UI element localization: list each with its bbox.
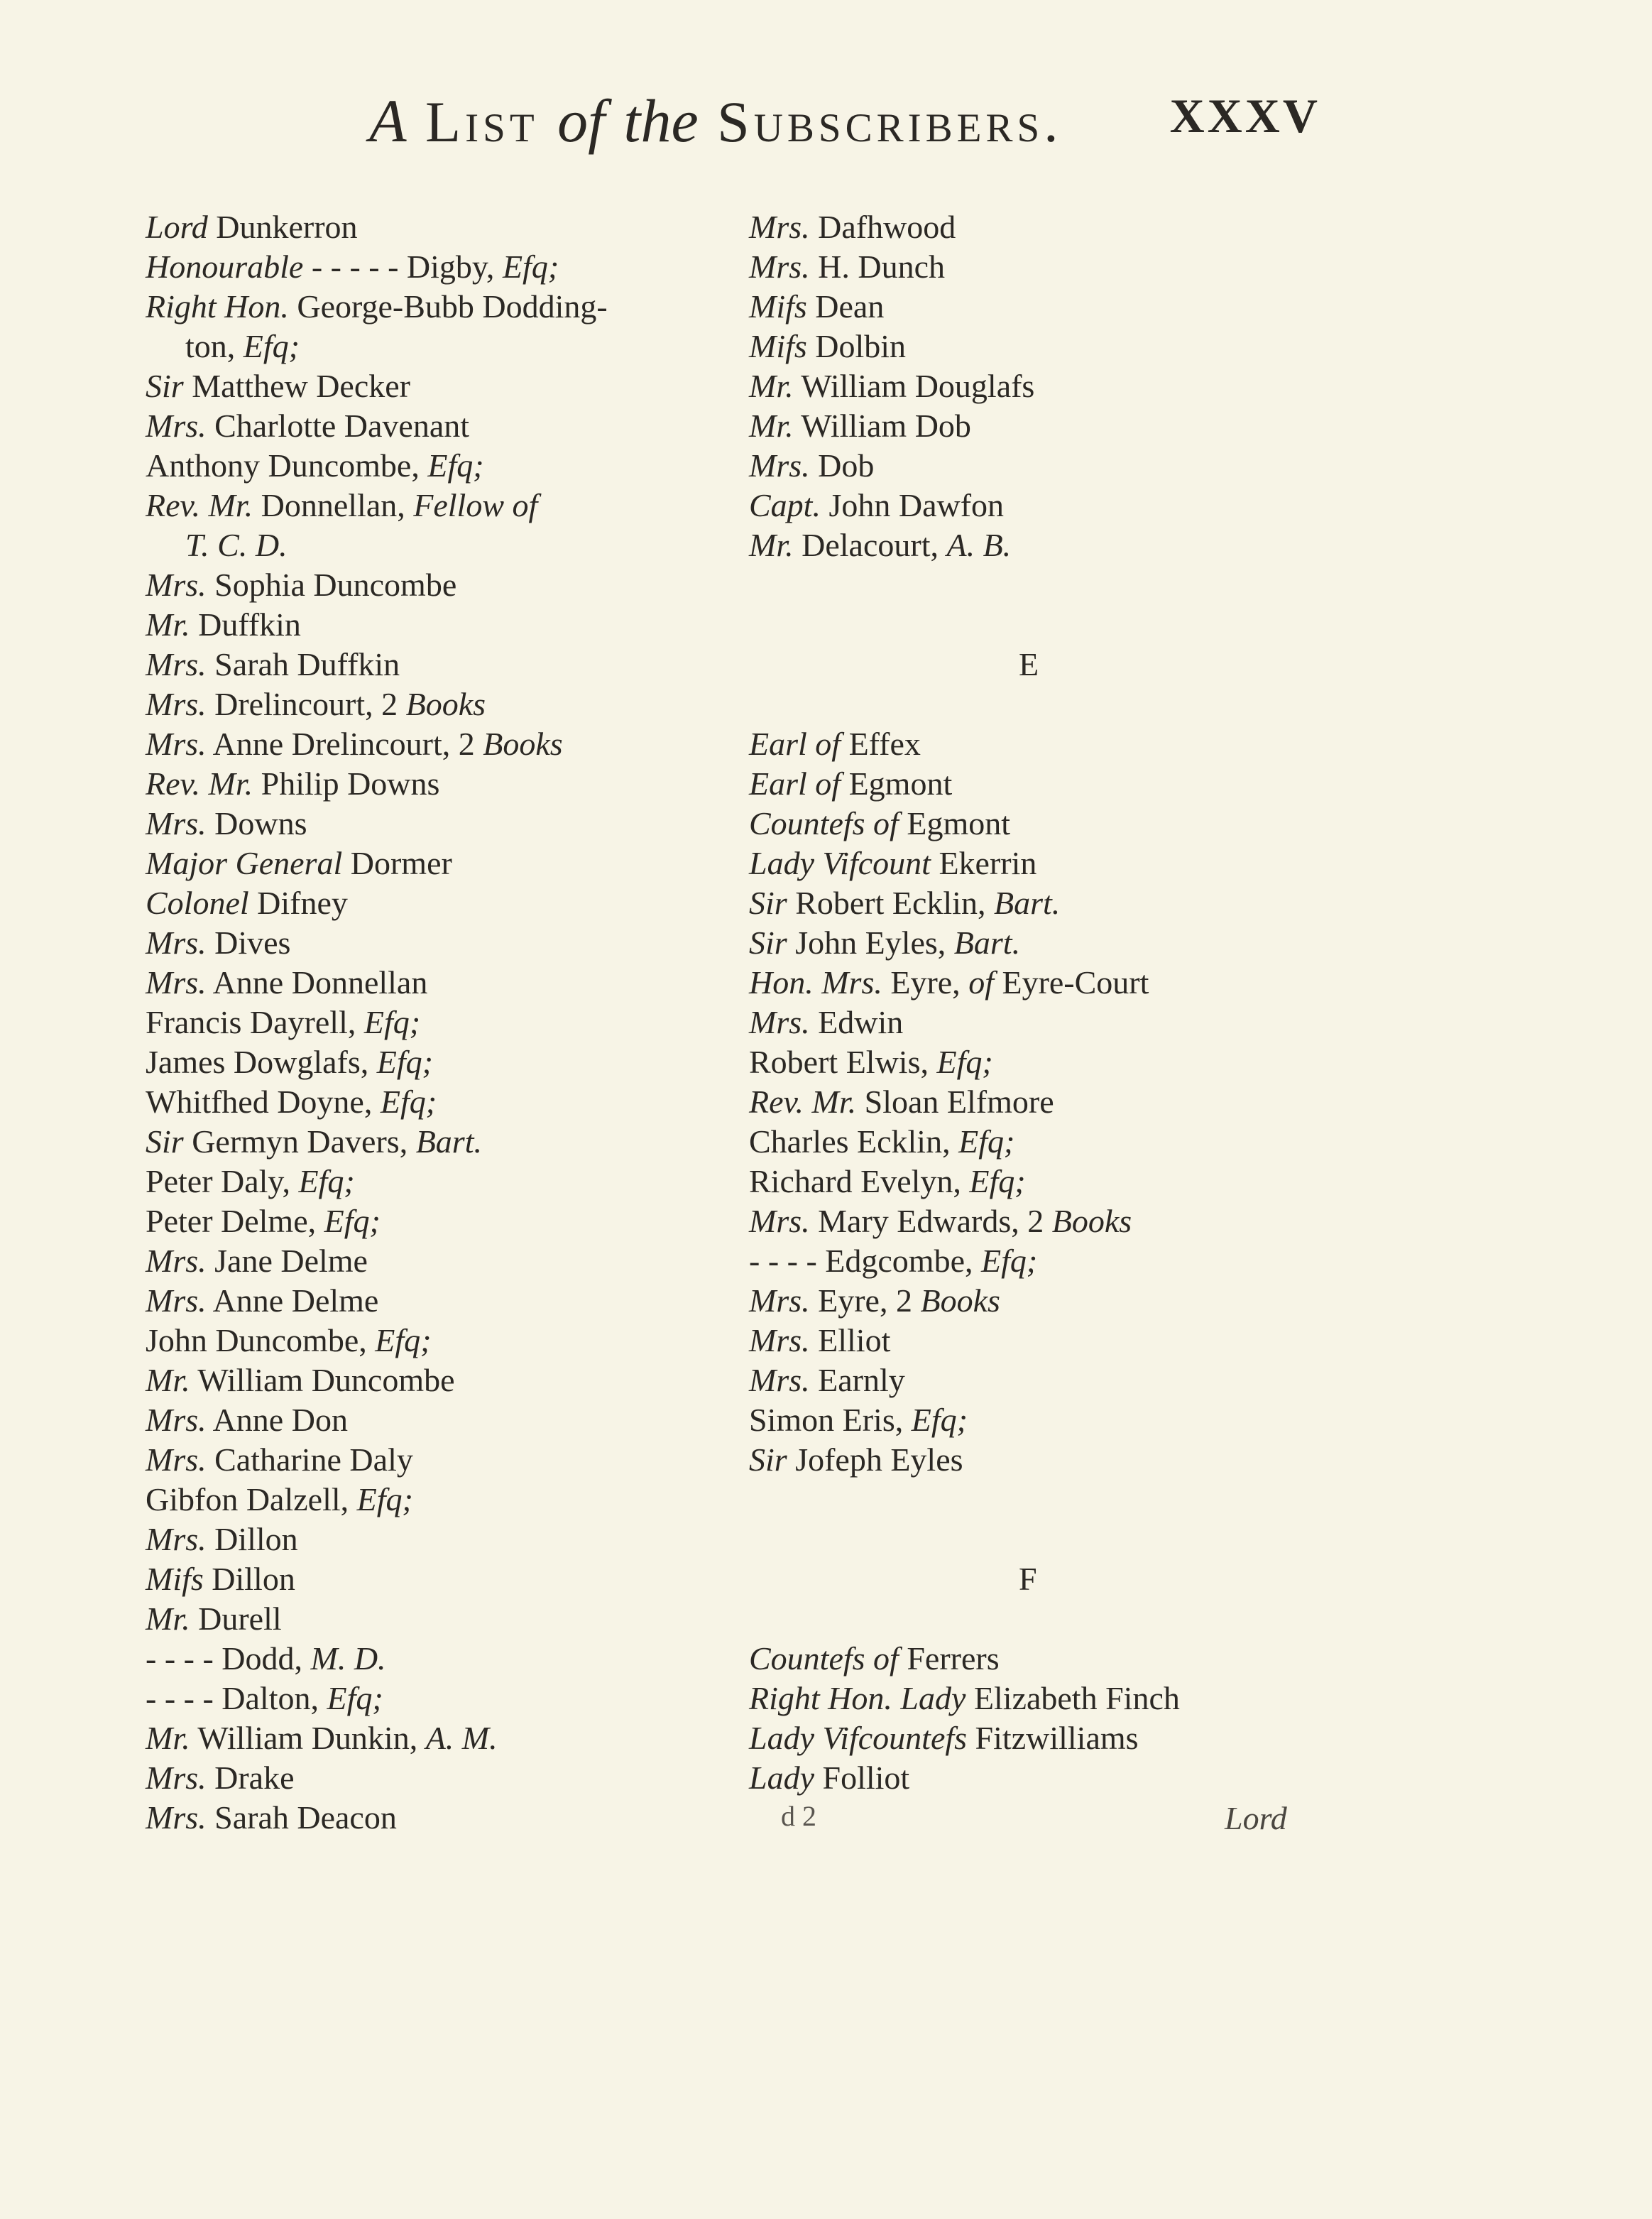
subscriber-entry bbox=[146, 1758, 713, 1798]
subscriber-suffix: Efq; bbox=[356, 1481, 413, 1517]
subscriber-title: Honourable bbox=[146, 249, 304, 285]
subscriber-title: Mr. bbox=[749, 408, 794, 444]
subscriber-name: - - - - Edgcombe, bbox=[749, 1243, 981, 1279]
subscriber-entry bbox=[146, 1599, 713, 1639]
subscriber-title: Sir bbox=[146, 368, 184, 404]
subscriber-entry bbox=[146, 1798, 713, 1838]
subscriber-name: William Duncombe bbox=[190, 1362, 455, 1398]
subscriber-name: Philip Downs bbox=[253, 765, 440, 802]
subscriber-name: Dillon bbox=[203, 1561, 295, 1597]
subscriber-entry bbox=[146, 207, 713, 247]
subscriber-name: Richard Evelyn, bbox=[749, 1163, 970, 1199]
subscriber-name: Dob bbox=[809, 447, 875, 484]
subscriber-entry bbox=[749, 1281, 1331, 1321]
subscriber-title: Mrs. bbox=[749, 1004, 810, 1040]
subscriber-entry bbox=[749, 1042, 1331, 1082]
subscriber-name: Dean bbox=[806, 288, 885, 325]
subscriber-suffix: A. M. bbox=[425, 1720, 498, 1756]
subscriber-name: Dolbin bbox=[806, 328, 907, 364]
subscriber-name: Anne Don bbox=[206, 1402, 348, 1438]
subscriber-name: Edwin bbox=[809, 1004, 904, 1040]
subscriber-suffix: Efq; bbox=[327, 1680, 383, 1716]
subscriber-title: Countefs of bbox=[749, 1640, 899, 1676]
page-title bbox=[369, 85, 1063, 156]
subscriber-name: H. Dunch bbox=[809, 249, 945, 285]
subscriber-entry bbox=[146, 1321, 713, 1361]
subscriber-entry bbox=[146, 883, 713, 923]
subscriber-name: Charles Ecklin, bbox=[749, 1123, 959, 1160]
title-of: of bbox=[557, 87, 606, 155]
title-list: List bbox=[425, 89, 539, 154]
subscriber-suffix: Efq; bbox=[911, 1402, 968, 1438]
subscriber-name: - - - - Dodd, bbox=[146, 1640, 311, 1676]
subscriber-suffix: Efq; bbox=[380, 1084, 437, 1120]
subscriber-title: Mr. bbox=[146, 1362, 190, 1398]
subscriber-entry bbox=[749, 1003, 1331, 1042]
subscriber-name: Effex bbox=[841, 726, 921, 762]
subscriber-entry bbox=[749, 1321, 1331, 1361]
subscriber-title: Earl of bbox=[749, 765, 841, 802]
subscriber-suffix: Bart. bbox=[953, 925, 1021, 961]
subscriber-place: Eyre-Court bbox=[993, 964, 1149, 1001]
subscriber-entry bbox=[146, 1003, 713, 1042]
subscriber-name: Simon Eris, bbox=[749, 1402, 912, 1438]
subscriber-title: Mrs. bbox=[146, 1441, 207, 1478]
subscriber-entry bbox=[749, 1122, 1331, 1162]
subscriber-name: Robert Ecklin, bbox=[787, 885, 994, 921]
right-column bbox=[749, 207, 1331, 1798]
subscriber-entry bbox=[146, 1440, 713, 1480]
subscriber-name: Dives bbox=[206, 925, 291, 961]
subscriber-suffix: Efq; bbox=[502, 249, 559, 285]
subscriber-title: Rev. Mr. bbox=[749, 1084, 857, 1120]
subscriber-entry bbox=[146, 1679, 713, 1718]
subscriber-title: Rev. Mr. bbox=[146, 487, 253, 523]
subscriber-title: Sir bbox=[749, 1441, 787, 1478]
subscriber-name: Robert Elwis, bbox=[749, 1044, 937, 1080]
subscriber-entry bbox=[749, 1201, 1331, 1241]
subscriber-title: Capt. bbox=[749, 487, 821, 523]
subscriber-entry bbox=[146, 1082, 713, 1122]
subscriber-name: Duffkin bbox=[190, 606, 301, 643]
subscriber-name: Francis Dayrell, bbox=[146, 1004, 364, 1040]
subscriber-name: John Duncombe, bbox=[146, 1322, 376, 1358]
spacer bbox=[749, 685, 1331, 724]
subscriber-name: Earnly bbox=[809, 1362, 905, 1398]
subscriber-name: Donnellan, bbox=[253, 487, 414, 523]
page-number: XXXV bbox=[1169, 89, 1320, 143]
subscriber-entry bbox=[749, 1758, 1331, 1798]
subscriber-suffix: of bbox=[968, 964, 994, 1001]
subscriber-name: Elizabeth Finch bbox=[966, 1680, 1180, 1716]
subscriber-title: Mr. bbox=[146, 1720, 190, 1756]
subscriber-entry bbox=[146, 605, 713, 645]
subscriber-entry bbox=[146, 1241, 713, 1281]
subscriber-suffix: Efq; bbox=[363, 1004, 421, 1040]
subscriber-title: Countefs of bbox=[749, 805, 899, 841]
signature-mark: d 2 bbox=[781, 1800, 816, 1832]
subscriber-entry bbox=[146, 366, 713, 406]
subscriber-name: Ferrers bbox=[898, 1640, 1000, 1676]
subscriber-name: Egmont bbox=[898, 805, 1011, 841]
subscriber-name: William Douglafs bbox=[793, 368, 1035, 404]
subscriber-title: Mrs. bbox=[749, 447, 810, 484]
subscriber-entry bbox=[749, 1440, 1331, 1480]
spacer bbox=[749, 605, 1331, 645]
subscriber-suffix: T. C. D. bbox=[185, 527, 288, 563]
subscriber-name: Anne Donnellan bbox=[206, 964, 428, 1001]
title-the: the bbox=[623, 87, 699, 155]
subscriber-title: Mrs. bbox=[749, 1362, 810, 1398]
subscriber-suffix: Bart. bbox=[415, 1123, 482, 1160]
subscriber-entry bbox=[749, 446, 1331, 486]
spacer bbox=[749, 1599, 1331, 1639]
subscriber-entry bbox=[146, 844, 713, 883]
subscriber-title: Major General bbox=[146, 845, 343, 881]
subscriber-entry bbox=[749, 1400, 1331, 1440]
subscriber-name: Anthony Duncombe, bbox=[146, 447, 428, 484]
subscriber-name: Charlotte Davenant bbox=[206, 408, 470, 444]
subscriber-name: Difney bbox=[248, 885, 348, 921]
subscriber-suffix: Efq; bbox=[376, 1044, 433, 1080]
subscriber-title: Lord bbox=[146, 209, 208, 245]
subscriber-entry bbox=[749, 883, 1331, 923]
subscriber-title: Mrs. bbox=[146, 1799, 207, 1836]
subscriber-suffix: Bart. bbox=[993, 885, 1061, 921]
subscriber-title: Mrs. bbox=[749, 1322, 810, 1358]
subscriber-entry bbox=[146, 327, 713, 366]
subscriber-entry bbox=[146, 724, 713, 764]
subscriber-entry bbox=[749, 1679, 1331, 1718]
subscriber-title: Mrs. bbox=[749, 1203, 810, 1239]
subscriber-title: Earl of bbox=[749, 726, 841, 762]
subscriber-entry bbox=[146, 1042, 713, 1082]
subscriber-title: Mrs. bbox=[146, 1760, 207, 1796]
section-heading-f: F bbox=[1019, 1561, 1037, 1597]
spacer bbox=[749, 1520, 1331, 1559]
subscriber-title: Right Hon. bbox=[146, 288, 289, 325]
subscriber-title: Colonel bbox=[146, 885, 249, 921]
subscriber-name: James Dowglafs, bbox=[146, 1044, 377, 1080]
subscriber-title: Mifs bbox=[749, 328, 807, 364]
subscriber-entry bbox=[146, 1201, 713, 1241]
subscriber-entry bbox=[749, 525, 1331, 565]
subscriber-name: Dormer bbox=[342, 845, 452, 881]
subscriber-name: Gibfon Dalzell, bbox=[146, 1481, 357, 1517]
subscriber-entry bbox=[146, 525, 713, 565]
subscriber-entry bbox=[146, 685, 713, 724]
title-subscribers: Subscribers. bbox=[717, 89, 1063, 154]
subscriber-entry bbox=[146, 1361, 713, 1400]
section-f bbox=[749, 1639, 1331, 1798]
subscriber-entry bbox=[146, 804, 713, 844]
section-d-continued bbox=[749, 207, 1331, 565]
subscriber-title: Mrs. bbox=[749, 249, 810, 285]
subscriber-name: Anne Drelincourt, 2 bbox=[206, 726, 483, 762]
subscriber-entry bbox=[146, 645, 713, 685]
subscriber-entry bbox=[749, 366, 1331, 406]
subscriber-title: Mr. bbox=[749, 527, 794, 563]
subscriber-name: Downs bbox=[206, 805, 307, 841]
subscriber-entry bbox=[749, 764, 1331, 804]
subscriber-entry bbox=[749, 247, 1331, 287]
subscriber-entry bbox=[146, 486, 713, 525]
subscriber-name: Catharine Daly bbox=[206, 1441, 413, 1478]
subscriber-entry bbox=[146, 1639, 713, 1679]
subscriber-title: Lady Vifcountefs bbox=[749, 1720, 968, 1756]
section-heading-e: E bbox=[1019, 646, 1039, 682]
subscriber-title: Mrs. bbox=[146, 686, 207, 722]
title-article: A bbox=[369, 87, 407, 155]
subscriber-name: Drelincourt, 2 bbox=[206, 686, 406, 722]
subscriber-name: Jofeph Eyles bbox=[787, 1441, 963, 1478]
subscriber-name: William Dob bbox=[793, 408, 971, 444]
subscriber-name: Drake bbox=[206, 1760, 295, 1796]
subscriber-suffix: Efq; bbox=[298, 1163, 355, 1199]
subscriber-title: Sir bbox=[749, 885, 787, 921]
subscriber-suffix: Fellow of bbox=[413, 487, 538, 523]
subscriber-title: Mr. bbox=[146, 1601, 190, 1637]
subscriber-title: Mrs. bbox=[749, 209, 810, 245]
subscriber-suffix: Books bbox=[405, 686, 486, 722]
subscriber-entry bbox=[146, 565, 713, 605]
subscriber-entry bbox=[749, 1241, 1331, 1281]
subscriber-name: Anne Delme bbox=[206, 1282, 379, 1319]
subscriber-title: Mrs. bbox=[146, 567, 207, 603]
subscriber-name: Germyn Davers, bbox=[183, 1123, 416, 1160]
subscriber-name: George-Bubb Dodding- bbox=[288, 288, 608, 325]
subscriber-name: Matthew Decker bbox=[183, 368, 410, 404]
subscriber-title: Rev. Mr. bbox=[146, 765, 253, 802]
subscriber-suffix: Books bbox=[920, 1282, 1000, 1319]
subscriber-entry bbox=[146, 1480, 713, 1520]
subscriber-title: Sir bbox=[146, 1123, 184, 1160]
subscriber-suffix: Efq; bbox=[375, 1322, 432, 1358]
subscriber-entry bbox=[146, 1718, 713, 1758]
subscriber-entry bbox=[146, 1520, 713, 1559]
subscriber-entry bbox=[749, 724, 1331, 764]
page-header bbox=[369, 85, 1320, 163]
subscriber-entry bbox=[749, 486, 1331, 525]
subscriber-title: Mrs. bbox=[146, 1521, 207, 1557]
subscriber-name: Ekerrin bbox=[930, 845, 1037, 881]
subscriber-name: Jane Delme bbox=[206, 1243, 368, 1279]
subscriber-title: Mrs. bbox=[146, 408, 207, 444]
subscriber-title: Mifs bbox=[146, 1561, 204, 1597]
subscriber-name: Sloan Elfmore bbox=[856, 1084, 1054, 1120]
subscriber-suffix: Efq; bbox=[958, 1123, 1015, 1160]
subscriber-entry bbox=[146, 1122, 713, 1162]
subscriber-name: - - - - - Digby, bbox=[303, 249, 503, 285]
subscriber-name: Peter Delme, bbox=[146, 1203, 324, 1239]
subscriber-title: Sir bbox=[749, 925, 787, 961]
subscriber-suffix: Books bbox=[1051, 1203, 1132, 1239]
subscriber-name: John Dawfon bbox=[820, 487, 1005, 523]
subscriber-title: Mrs. bbox=[146, 1282, 207, 1319]
subscriber-entry bbox=[749, 1718, 1331, 1758]
subscriber-name: Eyre, bbox=[882, 964, 969, 1001]
subscriber-name: - - - - Dalton, bbox=[146, 1680, 327, 1716]
subscriber-title: Right Hon. Lady bbox=[749, 1680, 966, 1716]
subscriber-title: Mr. bbox=[749, 368, 794, 404]
subscriber-name: Elliot bbox=[809, 1322, 891, 1358]
spacer bbox=[749, 1480, 1331, 1520]
subscriber-entry bbox=[146, 1162, 713, 1201]
subscriber-name: Dillon bbox=[206, 1521, 298, 1557]
subscriber-name: ton, bbox=[185, 328, 244, 364]
subscriber-name: Sarah Duffkin bbox=[206, 646, 400, 682]
spacer bbox=[749, 565, 1331, 605]
subscriber-entry bbox=[749, 804, 1331, 844]
left-column bbox=[146, 207, 713, 1838]
subscriber-name: Durell bbox=[190, 1601, 282, 1637]
subscriber-entry bbox=[146, 247, 713, 287]
subscriber-entry bbox=[749, 327, 1331, 366]
subscriber-title: Lady bbox=[749, 1760, 814, 1796]
subscriber-suffix: Efq; bbox=[981, 1243, 1038, 1279]
subscriber-suffix: M. D. bbox=[310, 1640, 386, 1676]
subscriber-title: Mrs. bbox=[146, 726, 207, 762]
subscriber-suffix: Efq; bbox=[427, 447, 484, 484]
subscriber-name: Dafhwood bbox=[809, 209, 956, 245]
subscriber-suffix: Efq; bbox=[936, 1044, 993, 1080]
subscriber-suffix: A. B. bbox=[946, 527, 1012, 563]
subscriber-title: Mr. bbox=[146, 606, 190, 643]
subscriber-entry bbox=[749, 207, 1331, 247]
subscriber-entry bbox=[146, 287, 713, 327]
subscriber-suffix: Books bbox=[483, 726, 563, 762]
subscriber-entry bbox=[749, 923, 1331, 963]
subscriber-entry bbox=[749, 406, 1331, 446]
subscriber-entry bbox=[749, 1162, 1331, 1201]
subscriber-entry bbox=[146, 923, 713, 963]
subscriber-name: John Eyles, bbox=[787, 925, 954, 961]
subscriber-entry bbox=[146, 1559, 713, 1599]
section-e bbox=[749, 724, 1331, 1480]
subscriber-entry bbox=[146, 1281, 713, 1321]
subscriber-title: Hon. Mrs. bbox=[749, 964, 882, 1001]
subscriber-title: Mrs. bbox=[146, 925, 207, 961]
subscriber-name: Peter Daly, bbox=[146, 1163, 299, 1199]
subscriber-name: Fitzwilliams bbox=[967, 1720, 1139, 1756]
subscriber-name: Sarah Deacon bbox=[206, 1799, 397, 1836]
subscriber-entry bbox=[146, 406, 713, 446]
subscriber-entry bbox=[749, 1361, 1331, 1400]
subscriber-name: Dunkerron bbox=[207, 209, 358, 245]
subscriber-title: Mrs. bbox=[146, 805, 207, 841]
subscriber-entry bbox=[749, 963, 1331, 1003]
subscriber-name: Sophia Duncombe bbox=[206, 567, 457, 603]
subscriber-title: Mrs. bbox=[749, 1282, 810, 1319]
subscriber-name: Mary Edwards, 2 bbox=[809, 1203, 1052, 1239]
subscriber-name: Egmont bbox=[841, 765, 953, 802]
subscriber-entry bbox=[749, 287, 1331, 327]
subscriber-suffix: Efq; bbox=[969, 1163, 1026, 1199]
subscriber-name: Folliot bbox=[814, 1760, 910, 1796]
subscriber-title: Mrs. bbox=[146, 1402, 207, 1438]
subscriber-title: Mrs. bbox=[146, 964, 207, 1001]
subscriber-title: Mrs. bbox=[146, 1243, 207, 1279]
subscriber-title: Mrs. bbox=[146, 646, 207, 682]
subscriber-entry bbox=[146, 1400, 713, 1440]
subscriber-name: Whitfhed Doyne, bbox=[146, 1084, 381, 1120]
subscriber-suffix: Efq; bbox=[324, 1203, 381, 1239]
subscriber-name: Eyre, 2 bbox=[809, 1282, 921, 1319]
subscriber-suffix: Efq; bbox=[243, 328, 300, 364]
subscriber-entry bbox=[146, 963, 713, 1003]
subscriber-entry bbox=[749, 844, 1331, 883]
subscriber-title: Lady Vifcount bbox=[749, 845, 931, 881]
catchword: Lord bbox=[1225, 1800, 1287, 1836]
subscriber-entry bbox=[146, 446, 713, 486]
subscriber-entry bbox=[749, 1082, 1331, 1122]
subscriber-title: Mifs bbox=[749, 288, 807, 325]
subscriber-name: Delacourt, bbox=[793, 527, 947, 563]
subscriber-entry bbox=[749, 1639, 1331, 1679]
subscriber-entry bbox=[146, 764, 713, 804]
subscriber-name: William Dunkin, bbox=[190, 1720, 426, 1756]
